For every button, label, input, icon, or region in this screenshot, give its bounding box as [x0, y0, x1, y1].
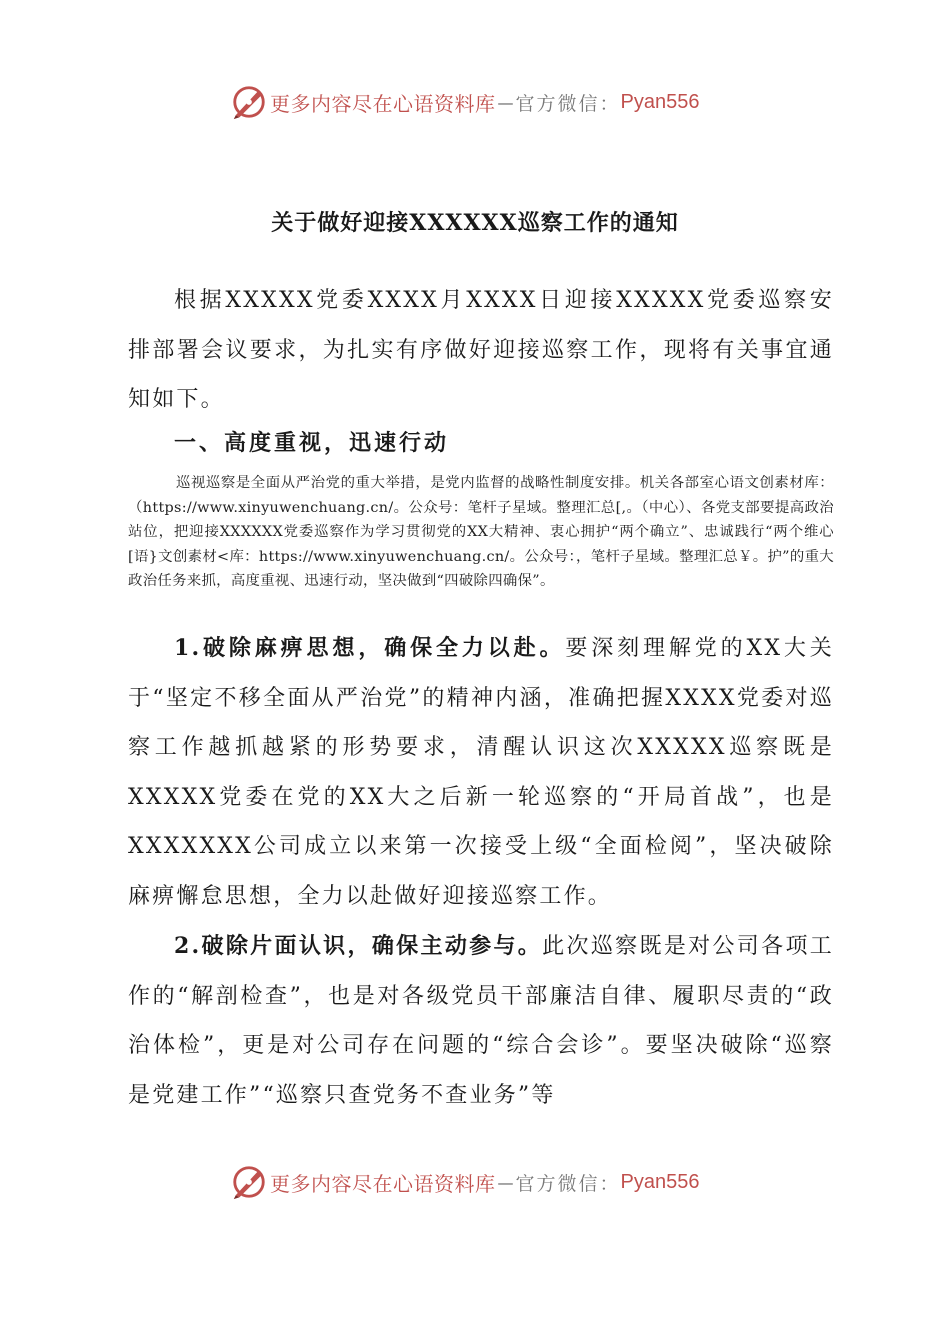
item2-paragraph — [128, 922, 834, 1120]
intro-paragraph: 根据XXXXX党委XXXX月XXXX日迎接XXXXX党委巡察安排部署会议要求，为扎实有序做好迎接巡察工作，现将有关事宜通知如下。 — [128, 288, 834, 412]
item1-lead: 1.破除麻痹思想，确保全力以赴。 — [174, 635, 566, 661]
banner-main-text: 更多内容尽在心语资料库 — [270, 1171, 496, 1196]
banner-wechat-id: Pyan556 — [620, 90, 700, 113]
item2-lead: 2.破除片面认识，确保主动参与。 — [174, 933, 543, 959]
pen-logo-icon — [230, 83, 268, 121]
section1-body: 巡视巡察是全面从严治党的重大举措，是党内监督的战略性制度安排。机关各部室心语文创素材库：（https://www.xinyuwenchuang.cn/。公众号：笔杆子星域。整理汇总[,。（中心）、各党支部要提高政治站位，把迎接XXXXXX党委巡察作为学习贯彻党的XX大精神、衷心拥护“两个确立”、忠诚践行“两个维心[语}文创素材<库：https://www.xinyuwenchuang.cn/。公众号：，笔杆子星域。整理汇总￥。护”的重大政治任务来抓，高度重视、迅速行动，坚决做到“四破除四确保”。 — [128, 475, 834, 589]
item2-body: 此次巡察既是对公司各项工作的“解剖检查”，也是对各级党员干部廉洁自律、履职尽责的“政治体检”，更是对公司存在问题的“综合会诊”。要坚决破除“巡察是党建工作”“巡察只查党务不查业务”等 — [128, 934, 835, 1108]
document-title: 关于做好迎接XXXXXX巡察工作的通知 — [271, 210, 679, 236]
banner-sub-text: 官方微信： — [515, 92, 621, 115]
banner-separator: — — [497, 1172, 514, 1192]
section1-heading: 一、高度重视，迅速行动 — [174, 430, 450, 456]
banner-separator: — — [497, 92, 514, 112]
banner-wechat-id: Pyan556 — [620, 1170, 700, 1193]
item1-paragraph — [128, 624, 834, 921]
header-banner — [230, 82, 699, 122]
pen-logo-icon — [230, 1163, 268, 1201]
item1-body: 要深刻理解党的XX大关于“坚定不移全面从严治党”的精神内涵，准确把握XXXX党委对巡察工作越抓越紧的形势要求，清醒认识这次XXXXX巡察既是XXXXX党委在党的XX大之后新一轮巡察的“开局首战”，也是XXXXXXX公司成立以来第一次接受上级“全面检阅”，坚决破除麻痹懈怠思想，全力以赴做好迎接巡察工作。 — [128, 636, 834, 909]
banner-sub-text: 官方微信： — [515, 1172, 621, 1195]
banner-main-text: 更多内容尽在心语资料库 — [270, 91, 496, 116]
footer-banner — [230, 1162, 699, 1202]
